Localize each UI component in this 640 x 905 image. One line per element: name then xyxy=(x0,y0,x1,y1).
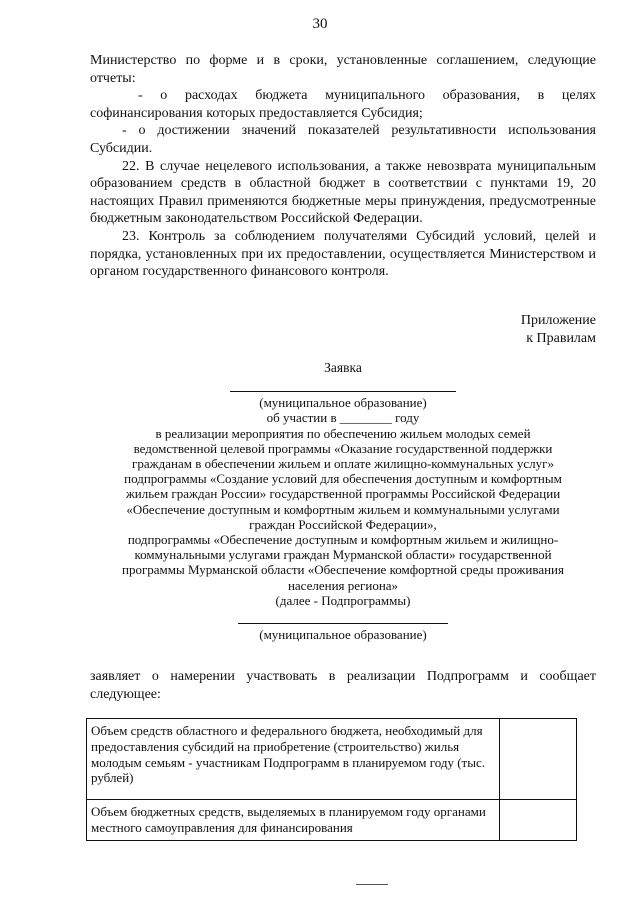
municipality-caption-2: (муниципальное образование) xyxy=(259,627,427,643)
table-cell-value[interactable] xyxy=(500,800,577,841)
paragraph-23: 23. Контроль за соблюдением получателями Субсидий условий, целей и порядка, установленных при их предоставлении, осуществляется Министерством и органом государственного финансового контроля. xyxy=(90,228,596,280)
footer-mark xyxy=(356,884,388,885)
program-line: граждан Российской Федерации», xyxy=(249,516,437,532)
table-cell-value[interactable] xyxy=(500,719,577,800)
program-line: (далее - Подпрограммы) xyxy=(275,592,411,608)
program-line: населения региона» xyxy=(287,577,399,593)
table-row xyxy=(87,719,577,800)
declaration-text: заявляет о намерении участвовать в реализации Подпрограмм и сообщает следующее: xyxy=(90,669,596,702)
municipality-underline-2 xyxy=(238,613,448,624)
program-line: жильем граждан России» государственной программы Российской Федерации xyxy=(125,486,561,502)
participation-year-line xyxy=(90,410,596,425)
participation-year-blank: ________ xyxy=(339,410,392,426)
table-row xyxy=(87,800,577,841)
appendix-line-2: к Правилам xyxy=(526,330,596,346)
program-line: подпрограммы «Создание условий для обеспечения доступным и комфортным xyxy=(124,471,562,487)
program-line: коммунальными услугами граждан Мурманской области» государственной xyxy=(134,547,552,563)
program-line: ведомственной целевой программы «Оказание государственной поддержки xyxy=(133,440,553,456)
paragraph-22: 22. В случае нецелевого использования, а также невозврата муниципальным образованием средств в областной бюджет в соответствии с пунктами 19, 20 настоящих Правил применяются бюджетные меры принуждения, предусмотренные бюджетным законодательством Российской Федерации. xyxy=(90,158,596,227)
application-header xyxy=(90,380,596,642)
participation-prefix: об участии в xyxy=(266,410,337,426)
program-line: в реализации мероприятия по обеспечению жильем молодых семей xyxy=(155,425,531,441)
page-number: 30 xyxy=(312,16,328,32)
program-line: подпрограммы «Обеспечение доступным и комфортным жильем и жилищно- xyxy=(127,532,559,548)
body-text xyxy=(90,52,596,281)
appendix-reference xyxy=(521,312,596,347)
municipality-underline xyxy=(230,381,456,392)
municipality-caption: (муниципальное образование) xyxy=(259,395,427,411)
application-title: Заявка xyxy=(324,360,362,375)
table-cell-label: Объем бюджетных средств, выделяемых в планируемом году органами местного самоуправления для финансирования xyxy=(87,800,500,841)
table-cell-label: Объем средств областного и федерального бюджета, необходимый для предоставления субсидий на приобретение (строительство) жилья молодым семьям - участникам Подпрограмм в планируемом году (тыс. рублей) xyxy=(87,719,500,800)
paragraph-reports-intro: Министерство по форме и в сроки, установленные соглашением, следующие отчеты: xyxy=(90,53,596,86)
paragraph-report-indicators: - о достижении значений показателей результативности использования Субсидии. xyxy=(90,123,596,156)
program-line: программы Мурманской области «Обеспечение комфортной среды проживания xyxy=(122,562,564,578)
application-table xyxy=(86,718,577,841)
appendix-line-1: Приложение xyxy=(520,313,596,328)
participation-suffix: году xyxy=(395,410,420,426)
program-line: гражданам в обеспечении жильем и оплате жилищно-коммунальных услуг» xyxy=(132,456,554,472)
program-line: «Обеспечение доступным и комфортным жильем и коммунальными услугами xyxy=(126,501,560,517)
paragraph-report-expenses: - о расходах бюджета муниципального образования, в целях софинансирования которых предоставляется Субсидия; xyxy=(90,88,596,121)
